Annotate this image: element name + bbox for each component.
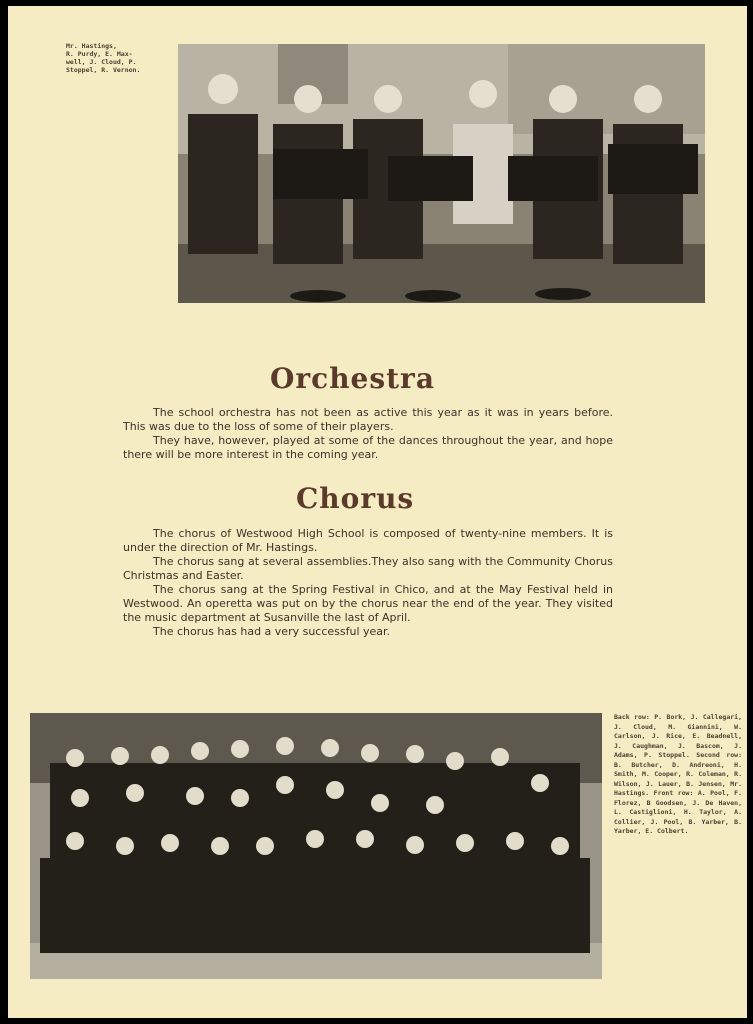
orchestra-paragraph: The school orchestra has not been as active this year as it was in years before. This was due to the loss of some of their players.	[123, 406, 613, 433]
chorus-paragraph: The chorus has had a very successful year.	[153, 625, 391, 638]
orchestra-paragraph: They have, however, played at some of the dances throughout the year, and hope there will be more interest in the coming year.	[123, 434, 613, 461]
chorus-photo-caption: Back row: P. Bork, J. Callegari, J. Cloud, M. Giannini, W. Carlson, J. Rice, E. Beadnell, J. Caughman, J. Bascom, J. Adams, P. Stoppel. Second row: B. Butcher, D. Andreoni, H. Smith, M. Cooper, R. Coleman, R. Wilson, J. Lauer, B. Jensen, Mr. Hastings. Front row: A. Pool, F. Florez, B Goodsen, J. De Haven, L. Castiglioni, H. Taylor, A. Collier, J. Pool, B. Yarber, B. Yarber, E. Colbert.	[614, 713, 742, 835]
yearbook-page	[8, 6, 747, 1018]
chorus-text	[123, 527, 613, 639]
chorus-paragraph: The chorus of Westwood High School is composed of twenty-nine members. It is under the direction of Mr. Hastings.	[123, 527, 613, 554]
chorus-heading: Chorus	[296, 482, 415, 515]
chorus-photo	[30, 713, 602, 979]
orchestra-text	[123, 406, 613, 462]
orchestra-heading: Orchestra	[270, 362, 435, 395]
orchestra-photo	[178, 44, 705, 303]
orchestra-photo-caption: Mr. Hastings, R. Purdy, E. Max- well, J. Cloud, P. Stoppel, R. Vernon.	[66, 42, 141, 74]
chorus-paragraph: The chorus sang at the Spring Festival in Chico, and at the May Festival held in Westwood. An operetta was put on by the chorus near the end of the year. They visited the music department at Susanville the last of April.	[123, 583, 613, 624]
chorus-paragraph: The chorus sang at several assemblies.They also sang with the Community Chorus Christmas and Easter.	[123, 555, 613, 582]
